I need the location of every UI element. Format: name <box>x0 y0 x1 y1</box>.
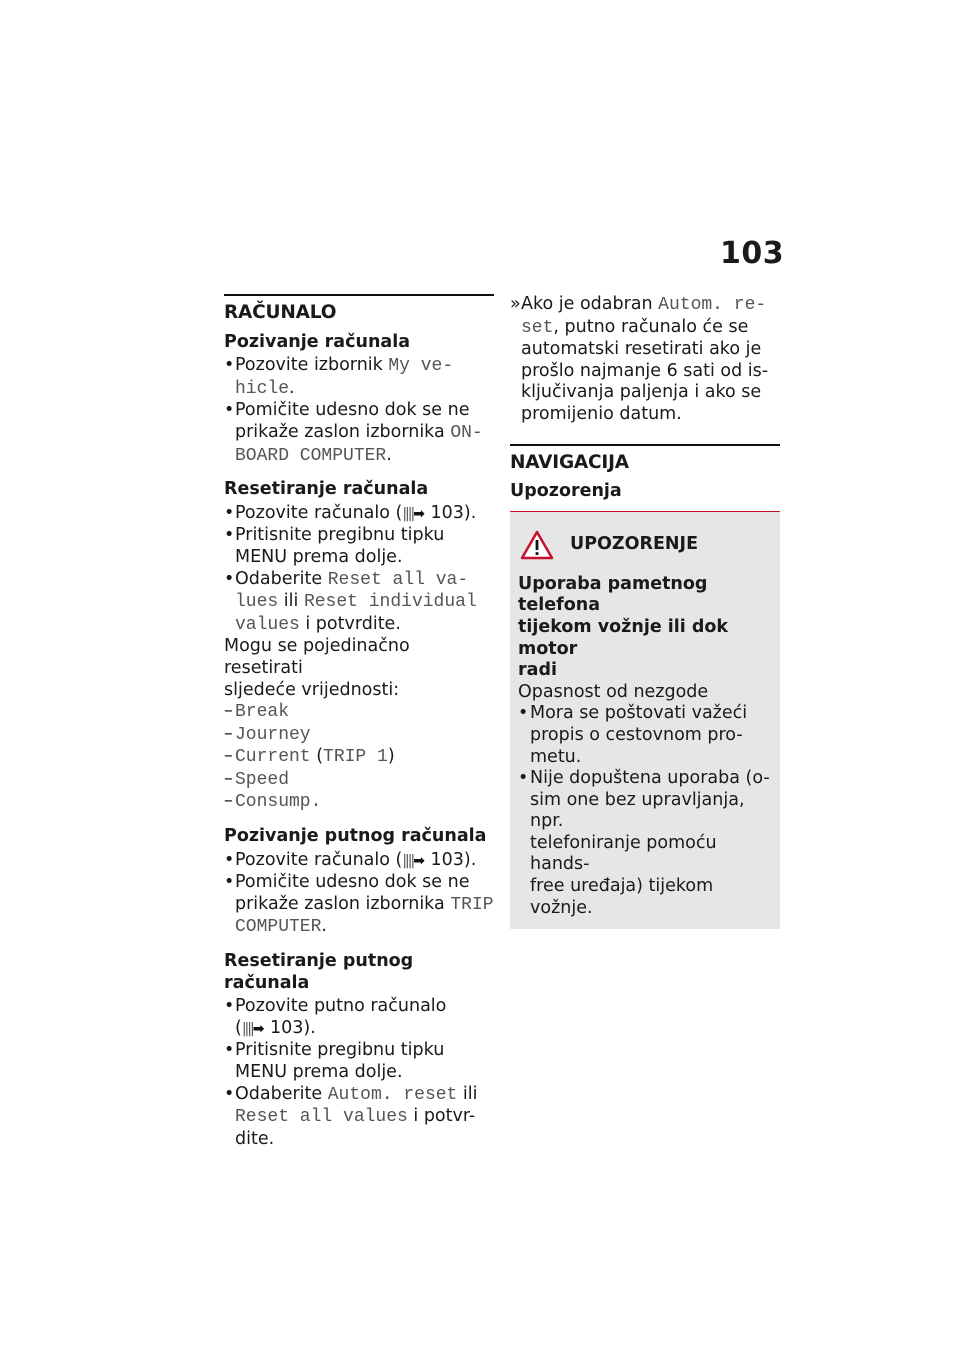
arrow-reference-icon: ||||➡ <box>402 505 425 522</box>
result-paragraph: » Ako je odabran Autom. re- set, putno računalo će se automatski resetirati ako je prošlo najmanje 6 sati od is- ključivanja paljenja i ako se promijenio datum. <box>510 294 769 424</box>
warning-title: Uporaba pametnog telefona tijekom vožnje ili dok motor radi <box>518 573 729 681</box>
section-title-racunalo: RAČUNALO <box>224 302 337 323</box>
arrow-reference-icon: ||||➡ <box>241 1020 265 1037</box>
list-item: • Pozovite računalo (||||➡ 103). <box>224 850 494 873</box>
section-rule <box>224 294 494 296</box>
list-item: • Odaberite Autom. reset ili Reset all values i potvr- dite. <box>224 1083 478 1149</box>
list-item: • Pozovite računalo (||||➡ 103). <box>224 503 494 526</box>
list-item: • Mora se poštovati važeći propis o cestovnom pro- metu. <box>518 703 748 767</box>
heading-resetiranje-putnog-racunala: Resetiranje putnog računala <box>224 951 414 993</box>
list-item: • Pomičite udesno dok se ne prikaže zaslon izbornika TRIP COMPUTER. <box>224 872 494 938</box>
dash-item: – Break <box>224 701 290 723</box>
warning-triangle-icon <box>520 530 554 560</box>
heading-resetiranje-racunala: Resetiranje računala <box>224 479 429 500</box>
section-title-navigacija: NAVIGACIJA <box>510 451 629 473</box>
section-rule <box>510 444 780 446</box>
list-item: • Odaberite Reset all va- lues ili Reset individual values i potvrdite. <box>224 568 477 635</box>
left-column <box>224 294 494 1150</box>
heading-upozorenja: Upozorenja <box>510 481 622 502</box>
warning-box <box>510 512 780 930</box>
heading-pozivanje-putnog-racunala: Pozivanje putnog računala <box>224 826 487 847</box>
list-item: • Nije dopuštena uporaba (o- sim one bez upravljanja, npr. telefoniranje pomoću hands- free uređaja) tijekom vožnje. <box>518 768 770 918</box>
dash-item: – Journey <box>224 723 311 745</box>
list-item: • Pozovite izbornik My ve- hicle. <box>224 355 454 399</box>
list-item: • Pomičite udesno dok se ne prikaže zaslon izbornika ON- BOARD COMPUTER. <box>224 400 483 466</box>
dash-item: – Speed <box>224 768 290 790</box>
list-item: • Pozovite putno računalo (||||➡ 103). <box>224 996 494 1040</box>
warning-label: UPOZORENJE <box>570 533 699 554</box>
arrow-reference-icon: ||||➡ <box>402 852 425 869</box>
dash-item: – Consump. <box>224 791 322 813</box>
dash-item: – Current (TRIP 1) <box>224 746 395 768</box>
list-item: • Pritisnite pregibnu tipku MENU prema dolje. <box>224 525 445 567</box>
list-item: • Pritisnite pregibnu tipku MENU prema dolje. <box>224 1040 445 1082</box>
paragraph: Mogu se pojedinačno resetirati sljedeće vrijednosti: <box>224 636 410 700</box>
heading-pozivanje-racunala: Pozivanje računala <box>224 331 411 352</box>
warning-hazard: Opasnost od nezgode <box>518 681 709 702</box>
right-column <box>510 294 780 929</box>
page-number: 103 <box>720 236 785 271</box>
